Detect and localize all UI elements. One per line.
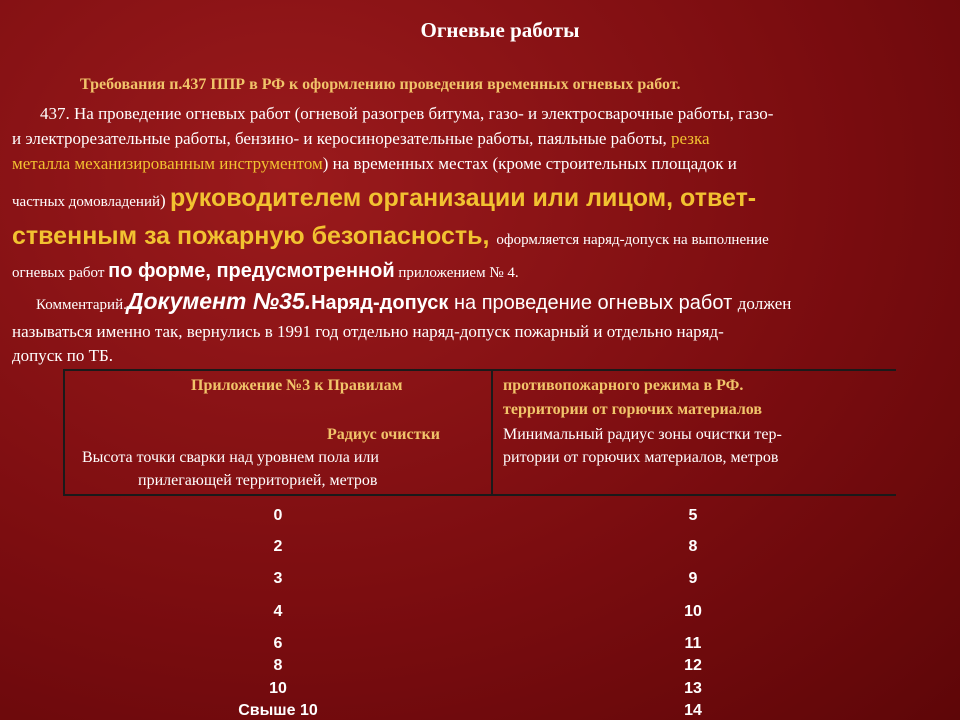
- height-value: Свыше 10: [238, 702, 318, 719]
- para-emphasis: ственным за пожарную безопасность: [12, 222, 483, 250]
- height-value: 8: [273, 657, 283, 674]
- comment-line-1: [36, 288, 791, 315]
- table-right-desc-1: Минимальный радиус зоны очистки тер-: [503, 426, 782, 443]
- table-right-header-1: противопожарного режима в РФ.: [503, 377, 744, 394]
- comment-doc: Документ №35.: [126, 288, 312, 314]
- para-line-5: [12, 222, 769, 251]
- radius-value: 5: [688, 507, 698, 524]
- para-text: ): [160, 191, 170, 210]
- para-text: огневых работ: [12, 265, 109, 281]
- radius-value: 14: [684, 702, 702, 719]
- comment-line-2: называться именно так, вернулись в 1991 год отдельно наряд-допуск пожарный и отдельно наряд-: [12, 322, 724, 341]
- height-value: 6: [273, 635, 283, 652]
- table-left-subheader: Радиус очистки: [327, 426, 440, 443]
- para-highlight: резка: [671, 129, 710, 148]
- radius-value: 8: [688, 538, 698, 555]
- comment-label: Комментарий.: [36, 297, 127, 313]
- para-line-3: [12, 154, 737, 174]
- para-text: ) на временных местах (кроме строительных площадок и: [322, 154, 737, 173]
- para-emphasis: руководителем организации или лицом, ответ-: [169, 184, 757, 212]
- page-title: Огневые работы: [420, 18, 580, 42]
- para-text: и электрорезательные работы, бензино- и керосинорезательные работы, паяльные работы,: [12, 129, 671, 148]
- para-line-1: 437. На проведение огневых работ (огневой разогрев битума, газо- и электросварочные работы, газо-: [40, 104, 774, 123]
- comment-text: на проведение огневых работ: [448, 292, 738, 314]
- para-line-2: [12, 129, 710, 149]
- height-value: 0: [273, 507, 283, 524]
- comment-emphasis: Наряд-допуск: [311, 292, 449, 314]
- para-line-6: [12, 260, 519, 283]
- table-left-desc-1: Высота точки сварки над уровнем пола или: [82, 449, 379, 466]
- table-left-header: Приложение №3 к Правилам: [191, 377, 403, 394]
- height-value: 10: [269, 680, 287, 697]
- para-text: ,: [482, 222, 497, 250]
- para-highlight: металла механизированным инструментом: [12, 154, 323, 173]
- radius-value: 10: [684, 603, 702, 620]
- para-line-4: [12, 184, 756, 213]
- height-value: 3: [273, 570, 283, 587]
- para-text: приложением № 4.: [394, 265, 519, 281]
- height-value: 4: [273, 603, 283, 620]
- table-right-desc-2: ритории от горючих материалов, метров: [503, 449, 779, 466]
- subtitle: Требования п.437 ППР в РФ к оформлению проведения временных огневых работ.: [80, 76, 681, 93]
- para-text: оформляется наряд-допуск на выполнение: [496, 232, 769, 248]
- table-left-desc-2: прилегающей территорией, метров: [138, 472, 378, 489]
- radius-value: 11: [684, 635, 702, 652]
- table-divider: [491, 369, 493, 496]
- para-emphasis: по форме, предусмотренной: [108, 260, 395, 282]
- comment-text: должен: [737, 294, 792, 313]
- height-value: 2: [273, 538, 283, 555]
- table-right-header-2: территории от горючих материалов: [503, 401, 763, 418]
- comment-line-3: допуск по ТБ.: [12, 346, 114, 365]
- radius-value: 12: [684, 657, 702, 674]
- radius-value: 9: [688, 570, 698, 587]
- radius-value: 13: [684, 680, 702, 697]
- para-text: частных домовладений: [12, 194, 161, 210]
